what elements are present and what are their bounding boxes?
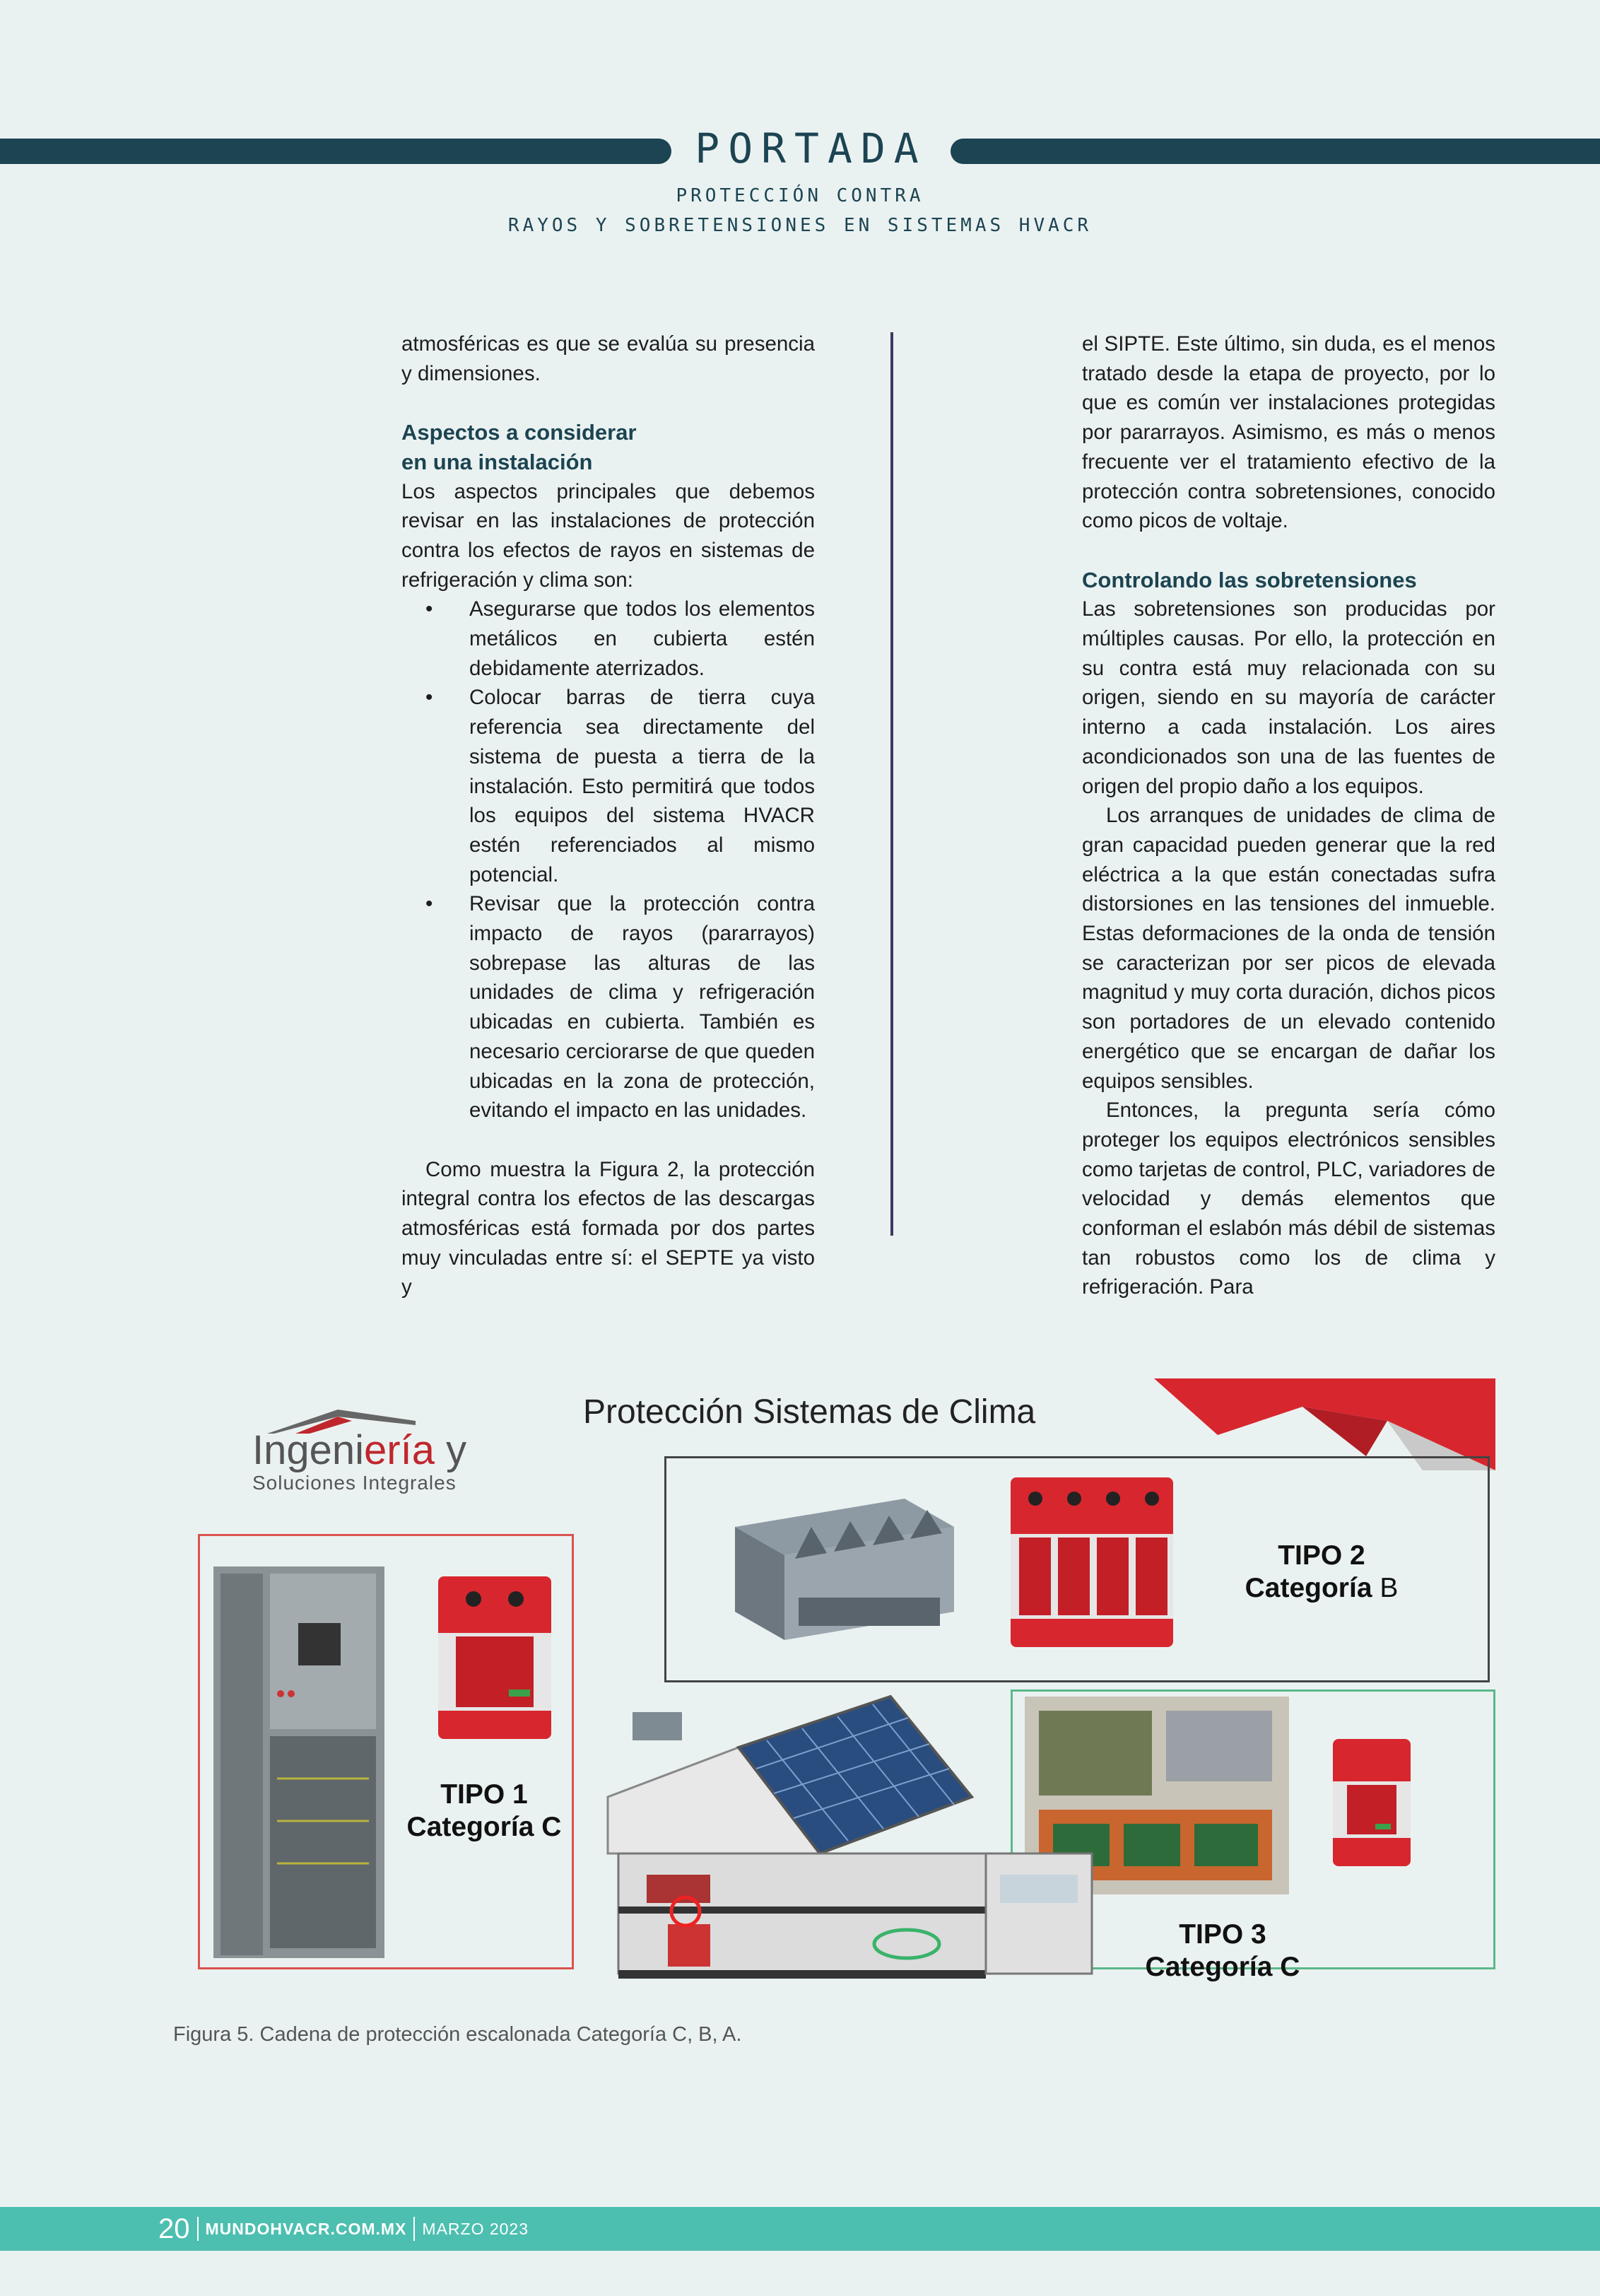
section-heading: Controlando las sobretensiones (1082, 567, 1417, 592)
logo: Ingeniería y (252, 1427, 467, 1473)
figure-title: Protección Sistemas de Clima (583, 1393, 1036, 1431)
paragraph: Las sobretensiones son producidas por múltiples causas. Por ello, la protección en su contra está muy relacionada con su origen, siendo en su mayoría de carácter interno a cada instalación. Los aires acondicionados son una de las fuentes de origen del propio daño a los equipos. (1082, 597, 1495, 798)
section-title: PORTADA (695, 124, 927, 172)
section-heading: Aspectos a considerar en una instalación (401, 420, 637, 474)
right-column (1082, 329, 1495, 1302)
footer-site[interactable]: MUNDOHVACR.COM.MX (205, 2219, 407, 2238)
left-column (401, 329, 815, 1302)
chiller-unit-image (728, 1484, 961, 1647)
logo-subtitle: Soluciones Integrales (252, 1472, 457, 1494)
figure-protection-diagram (198, 1378, 1495, 2015)
rooftop-unit-icon (633, 1712, 682, 1740)
tipo3-label: TIPO 3 Categoría C (1145, 1919, 1300, 1982)
bullet-list (401, 594, 815, 1125)
article-subtitle-line1: PROTECCIÓN CONTRA (676, 185, 924, 206)
footer-separator (413, 2217, 415, 2241)
footer (158, 2208, 529, 2249)
list-item: • Revisar que la protección contra impacto de rayos (pararrayos) sobrepase las alturas de las unidades de clima y refrigeración ubicadas en cubierta. También es necesario cerciorarse de que queden ubicadas en la zona de protección, evitando el impacto en las unidades. (469, 889, 815, 1125)
tipo2-label: TIPO 2 Categoría B (1245, 1540, 1399, 1603)
column-divider (890, 332, 893, 1236)
bullet-icon: • (425, 597, 433, 621)
tipo1-label: TIPO 1 Categoría C (406, 1779, 562, 1842)
header-bar-left (0, 139, 671, 164)
paragraph: Los aspectos principales que debemos revisar en las instalaciones de protección contra los efectos de rayos en sistemas de refrigeración y clima son: (401, 479, 815, 592)
paragraph: el SIPTE. Este último, sin duda, es el menos tratado desde la etapa de proyecto, por lo que es común ver instalaciones protegidas por pararrayos. Asimismo, es más o menos frecuente ver el tratamiento efectivo de la protección contra sobretensiones, conocido como picos de voltaje. (1082, 332, 1495, 533)
electrical-panel-image (213, 1566, 384, 1958)
tipo3-surge-device-image (1326, 1732, 1418, 1873)
footer-separator (197, 2217, 199, 2241)
figure-caption: Figura 5. Cadena de protección escalonada Categoría C, B, A. (173, 2023, 742, 2046)
paragraph: Como muestra la Figura 2, la protección integral contra los efectos de las descargas atmosféricas está formada por dos partes muy vinculadas entre sí: el SEPTE ya visto y (401, 1157, 815, 1299)
header-bar-right (951, 139, 1600, 164)
list-item: • Colocar barras de tierra cuya referencia sea directamente del sistema de puesta a tierra de la instalación. Esto permitirá que todos los equipos del sistema HVACR estén referenciados al mismo potencial. (469, 683, 815, 889)
bullet-icon: • (425, 686, 433, 710)
paragraph: Entonces, la pregunta sería cómo proteger los equipos electrónicos sensibles como tarjetas de control, PLC, variadores de velocidad y demás elementos que conforman el eslabón más débil de sistemas tan robustos como los de clima y refrigeración. Para (1082, 1099, 1495, 1299)
article-subtitle-line2: RAYOS Y SOBRETENSIONES EN SISTEMAS HVACR (507, 215, 1093, 236)
house-cutaway-image (604, 1691, 1177, 1995)
tipo1-surge-device-image (431, 1569, 558, 1746)
tipo2-surge-device-image (1004, 1470, 1180, 1654)
paragraph: atmosféricas es que se evalúa su presencia y dimensiones. (401, 332, 815, 385)
list-item: • Asegurarse que todos los elementos metálicos en cubierta estén debidamente aterrizados. (469, 594, 815, 683)
bullet-icon: • (425, 892, 433, 916)
paragraph: Los arranques de unidades de clima de gran capacidad pueden generar que la red eléctrica a la que están conectadas sufra distorsiones en las tensiones del inmueble. Estas deformaciones de la onda de tensión se caracterizan por ser picos de elevada magnitud y muy corta duración, dichos picos son portadores de un elevado contenido energético que se encargan de dañar los equipos sensibles. (1082, 804, 1495, 1093)
page-number: 20 (158, 2213, 190, 2244)
footer-date: MARZO 2023 (422, 2219, 529, 2238)
